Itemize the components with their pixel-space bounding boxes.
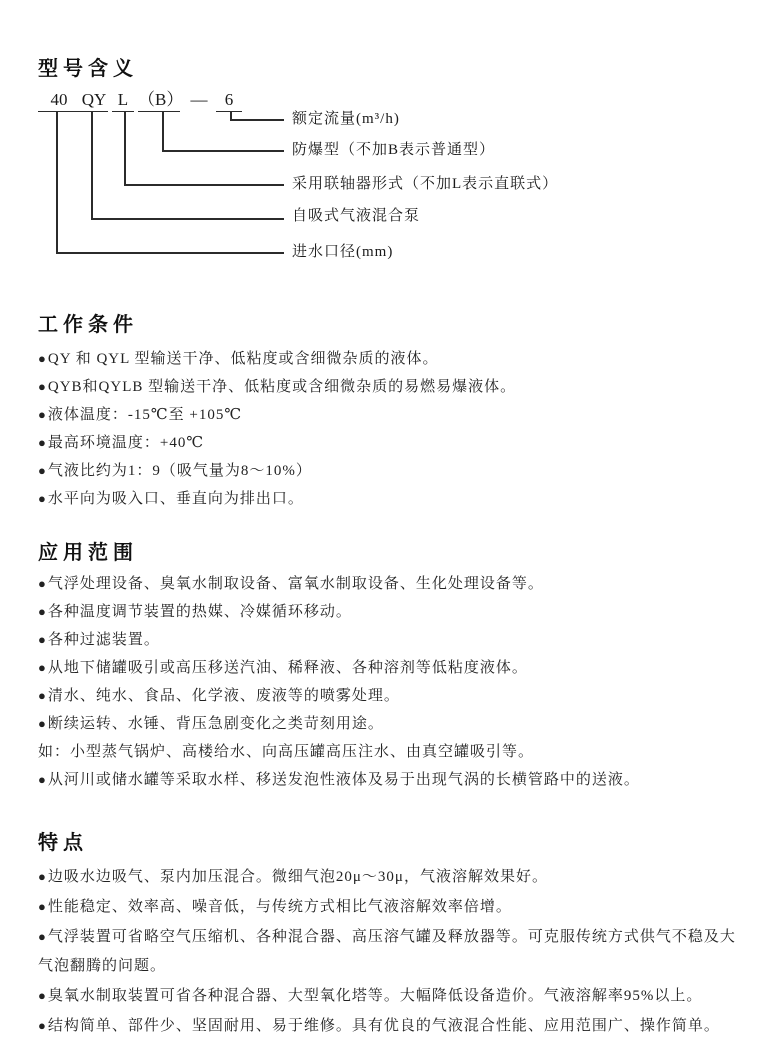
model-code-part-explosion: （B） [138,90,180,112]
bullet-marker: ● [38,988,47,1003]
model-code-part-coupling: L [112,90,134,112]
list-item [38,429,772,457]
connector-line [91,218,284,220]
bullet-marker: ● [38,435,47,450]
list-item [38,981,772,1011]
bullet-marker: ● [38,772,47,787]
list-item [38,401,772,429]
list-item-text: 各种过滤装置。 [47,632,160,648]
list-item [38,345,772,373]
list-item-text: QY 和 QYL 型输送干净、低粘度或含细微杂质的液体。 [47,351,439,367]
list-item [38,570,772,598]
bullet-marker: ● [38,576,47,591]
list-item [38,862,772,892]
bullet-marker: ● [38,869,47,884]
list-item [38,373,772,401]
list-item-text: 清水、纯水、食品、化学液、废液等的喷雾处理。 [47,688,400,704]
bullet-marker: ● [38,929,47,944]
list-item [38,922,738,981]
model-code-part-inlet: 40 [38,90,80,112]
bullet-marker: ● [38,491,47,506]
model-part-label-flow: 额定流量(m³/h) [292,111,400,127]
list-item-text: 如：小型蒸气锅炉、高楼给水、向高压罐高压注水、由真空罐吸引等。 [38,744,535,760]
list-item-text: QYB和QYLB 型输送干净、低粘度或含细微杂质的易燃易爆液体。 [47,379,517,395]
connector-line [56,252,284,254]
list-item-continuation [38,738,772,766]
connector-line [56,112,58,252]
connector-line [124,112,126,184]
list-item-text: 各种温度调节装置的热媒、冷媒循环移动。 [47,604,352,620]
list-item [38,710,772,738]
connector-line [162,112,164,150]
bullet-marker: ● [38,660,47,675]
list-item [38,1011,772,1041]
list-item-text: 边吸水边吸气、泵内加压混合。微细气泡20μ～30μ，气液溶解效果好。 [47,869,548,885]
list-item [38,485,772,513]
model-code-dash: — [190,90,208,109]
connector-line [230,112,232,119]
connector-line [230,119,284,121]
list-item [38,892,772,922]
list-item-text: 性能稳定、效率高、噪音低，与传统方式相比气液溶解效率倍增。 [47,899,512,915]
bullet-marker: ● [38,407,47,422]
working-conditions-list [38,345,772,513]
list-item [38,626,772,654]
list-item-text: 从地下储罐吸引或高压移送汽油、稀释液、各种溶剂等低粘度液体。 [47,660,528,676]
bullet-marker: ● [38,604,47,619]
list-item-text: 臭氧水制取装置可省各种混合器、大型氧化塔等。大幅降低设备造价。气液溶解率95%以上。 [47,988,703,1004]
list-item-text: 气液比约为1：9（吸气量为8～10%） [47,463,312,479]
list-item [38,598,772,626]
list-item-text: 结构简单、部件少、坚固耐用、易于维修。具有优良的气液混合性能、应用范围广、操作简单。 [47,1018,720,1034]
connector-line [124,184,284,186]
bullet-marker: ● [38,899,47,914]
connector-line [91,112,93,218]
connector-line [162,150,284,152]
section-heading-model-meaning: 型号含义 [38,56,138,80]
bullet-marker: ● [38,463,47,478]
model-code-part-flow: 6 [216,90,242,112]
list-item-text: 液体温度：-15℃至 +105℃ [47,407,243,423]
model-part-label-pump-type: 自吸式气液混合泵 [292,208,421,224]
model-code-diagram [38,90,772,265]
list-item-text: 从河川或储水罐等采取水样、移送发泡性液体及易于出现气涡的长横管路中的送液。 [47,772,640,788]
list-item [38,654,772,682]
section-heading-working-conditions: 工作条件 [38,312,138,336]
model-part-label-explosion: 防爆型（不加B表示普通型） [292,142,496,158]
list-item-text: 最高环境温度：+40℃ [47,435,205,451]
section-heading-features: 特点 [38,830,88,854]
list-item [38,766,772,794]
bullet-marker: ● [38,1018,47,1033]
section-heading-application-scope: 应用范围 [38,540,138,564]
bullet-marker: ● [38,632,47,647]
model-part-label-coupling: 采用联轴器形式（不加L表示直联式） [292,176,559,192]
features-list [38,862,772,1041]
application-scope-list [38,570,772,794]
model-code-part-type: QY [80,90,108,112]
model-part-label-inlet: 进水口径(mm) [292,244,394,260]
bullet-marker: ● [38,716,47,731]
list-item-text: 水平向为吸入口、垂直向为排出口。 [47,491,304,507]
list-item-text: 气浮处理设备、臭氧水制取设备、富氧水制取设备、生化处理设备等。 [47,576,544,592]
bullet-marker: ● [38,379,47,394]
bullet-marker: ● [38,351,47,366]
list-item [38,682,772,710]
list-item-text: 断续运转、水锤、背压急剧变化之类苛刻用途。 [47,716,384,732]
bullet-marker: ● [38,688,47,703]
list-item-text: 气浮装置可省略空气压缩机、各种混合器、高压溶气罐及释放器等。可克服传统方式供气不稳及大气泡翻腾的问题。 [38,929,736,974]
list-item [38,457,772,485]
